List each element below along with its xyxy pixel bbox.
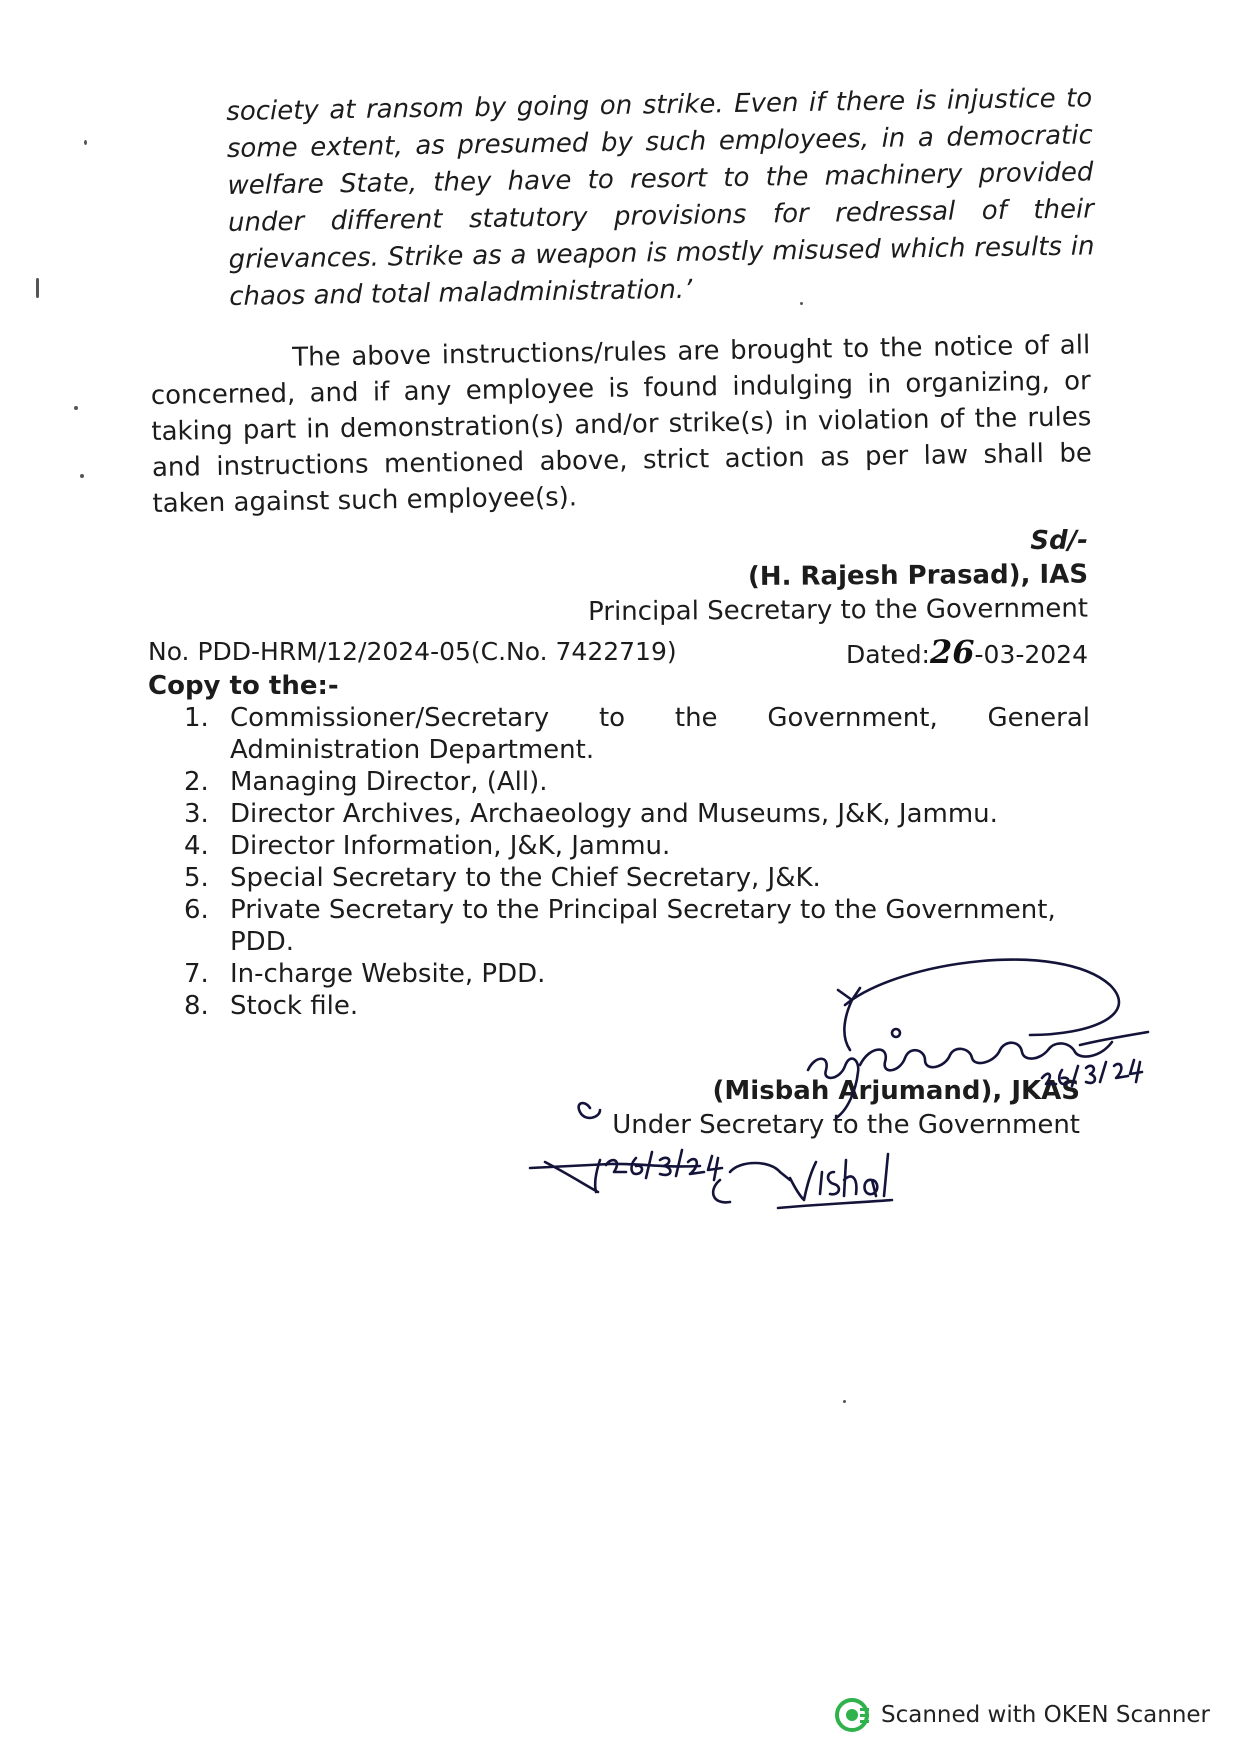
scanner-footer <box>835 1698 1210 1732</box>
dated-label: Dated: <box>845 640 930 669</box>
scanner-text: Scanned with OKEN Scanner <box>881 1702 1210 1728</box>
list-item: 3. Director Archives, Archaeology and Museums, J&K, Jammu. <box>184 799 998 829</box>
speck <box>74 406 78 410</box>
speck <box>843 1400 846 1403</box>
speck <box>84 140 87 145</box>
issuer-name: (Misbah Arjumand), JKAS <box>712 1076 1080 1106</box>
copy-to-title: Copy to the:- <box>148 671 339 701</box>
list-item: 2. Managing Director, (All). <box>184 767 548 797</box>
oken-scanner-logo-icon <box>835 1698 869 1732</box>
list-item: 8. Stock file. <box>184 991 359 1021</box>
copy-to-list <box>184 702 1090 1022</box>
dated-day-handwritten: 26 <box>929 633 975 671</box>
list-item: 6. Private Secretary to the Principal Secretary to the Government, PDD. <box>184 895 1056 957</box>
speck <box>800 302 803 305</box>
list-item: 7. In-charge Website, PDD. <box>184 959 546 989</box>
list-item: 5. Special Secretary to the Chief Secretary, J&K. <box>184 863 821 893</box>
speck <box>80 474 84 478</box>
dated-month-year: -03-2024 <box>974 640 1088 669</box>
sd-mark: Sd/- <box>1030 525 1089 556</box>
notice-paragraph: The above instructions/rules are brought to the notice of all concerned, and if any employee is found indulging in organizing, or taking part in demonstration(s) and/or strike(s) in violation of the rules and instructions mentioned above, strict action as per law shall be taken against such employee(s). <box>150 330 1093 519</box>
list-item: 1. Commissioner/Secretary to the Government, General Administration Department. <box>184 703 1090 765</box>
list-item: 4. Director Information, J&K, Jammu. <box>184 831 671 861</box>
dated-field <box>846 635 1088 672</box>
signatory-name: (H. Rajesh Prasad), IAS <box>747 559 1089 592</box>
issuer-designation: Under Secretary to the Government <box>612 1110 1080 1140</box>
reference-number: No. PDD-HRM/12/2024-05(C.No. 7422719) <box>148 637 677 666</box>
quoted-passage: society at ransom by going on strike. Even if there is injustice to some extent, as presumed by such employees, in a democratic welfare State, they have to resort to the machinery provided under different statutory provisions for redressal of their grievances. Strike as a weapon is mostly misused which results in chaos and total maladministration.’ <box>226 83 1095 312</box>
speck <box>36 278 39 298</box>
signatory-designation: Principal Secretary to the Government <box>588 593 1089 628</box>
